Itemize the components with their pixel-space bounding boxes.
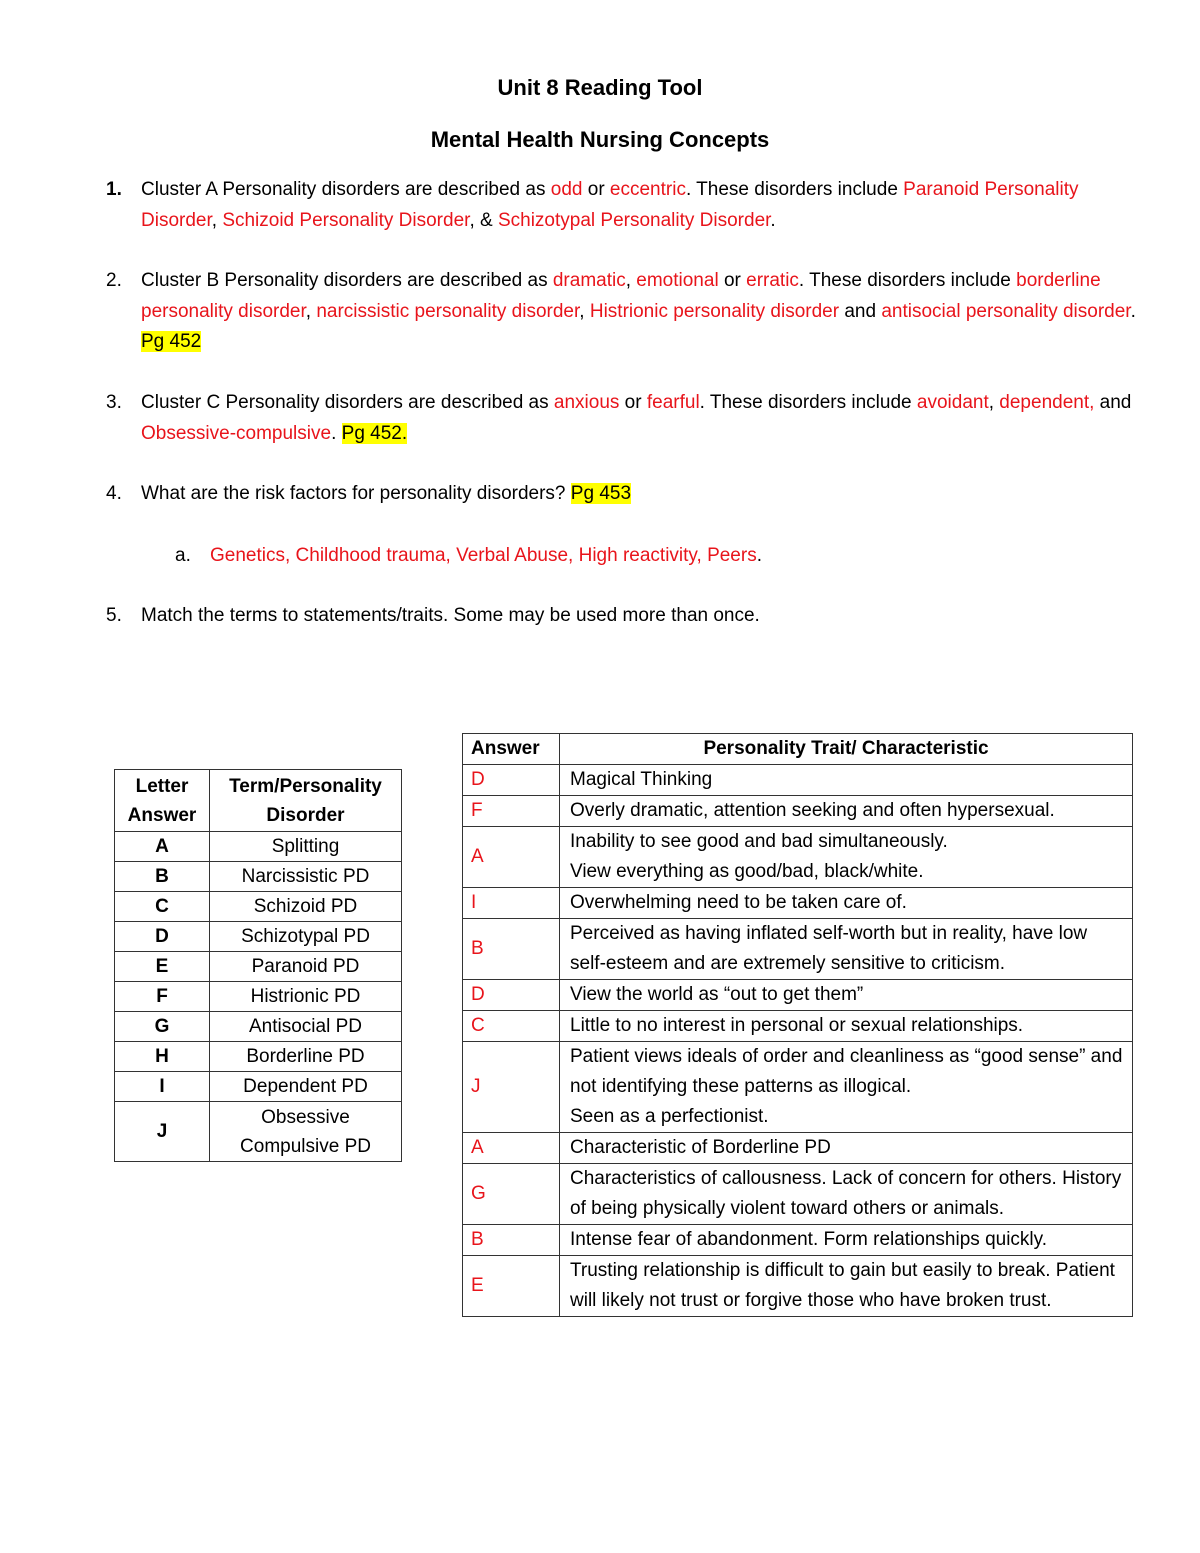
answer-text: dependent,: [999, 392, 1095, 413]
table-row: [463, 1225, 1133, 1256]
document-title: Unit 8 Reading Tool: [497, 75, 703, 100]
answer-text: borderline personality disorder: [141, 270, 1101, 322]
answer-text: dramatic: [552, 270, 626, 291]
table-row: [463, 1256, 1133, 1317]
letter-cell: H: [115, 1042, 210, 1072]
table-row: [463, 1164, 1133, 1225]
table-row: [463, 796, 1133, 827]
trait-cell: Overly dramatic, attention seeking and often hypersexual.: [560, 796, 1133, 827]
answer-text: Genetics, Childhood trauma, Verbal Abuse, High reactivity, Peers: [210, 545, 757, 566]
answer-cell: A: [463, 827, 560, 888]
letter-cell: D: [115, 922, 210, 952]
table-row: [115, 1042, 402, 1072]
terms-table: [114, 769, 402, 1162]
trait-cell: Magical Thinking: [560, 765, 1133, 796]
question-5: [106, 601, 1146, 632]
term-cell: Antisocial PD: [210, 1012, 402, 1042]
question-text: Cluster B Personality disorders are described as dramatic, emotional or erratic. These disorders include borderline personality disorder, narcissistic personality disorder, Histrionic personality disorder and antisocial personality disorder. Pg 452: [141, 270, 1136, 352]
table-row: [463, 765, 1133, 796]
question-4: [106, 479, 1146, 510]
answer-text: Paranoid Personality Disorder: [141, 179, 1079, 231]
question-number: 1.: [106, 179, 122, 200]
term-cell: Splitting: [210, 832, 402, 862]
answer-text: anxious: [553, 392, 620, 413]
trait-cell: Trusting relationship is difficult to gain but easily to break. Patient will likely not trust or forgive those who have broken trust.: [560, 1256, 1133, 1317]
question-number: 2.: [106, 270, 122, 291]
document-subtitle: Mental Health Nursing Concepts: [430, 127, 770, 152]
answer-text: odd: [550, 179, 583, 200]
answer-cell: E: [463, 1256, 560, 1317]
answer-text: narcissistic personality disorder: [316, 300, 580, 322]
question-1: [106, 175, 1146, 236]
letter-cell: J: [115, 1102, 210, 1162]
letter-cell: B: [115, 862, 210, 892]
letter-cell: A: [115, 832, 210, 862]
question-number: 4.: [106, 483, 122, 504]
question-text: What are the risk factors for personality disorders? Pg 453: [141, 483, 632, 504]
page-reference: Pg 453: [570, 483, 632, 504]
answer-cell: G: [463, 1164, 560, 1225]
answer-text: erratic: [746, 270, 799, 291]
answer-cell: A: [463, 1133, 560, 1164]
sub-item-letter: a.: [175, 545, 191, 566]
answer-text: avoidant: [916, 392, 989, 413]
term-cell: Dependent PD: [210, 1072, 402, 1102]
letter-cell: I: [115, 1072, 210, 1102]
question-number: 3.: [106, 392, 122, 413]
trait-cell: Overwhelming need to be taken care of.: [560, 888, 1133, 919]
table-row: [463, 827, 1133, 888]
table-row: [115, 1012, 402, 1042]
term-cell: Schizotypal PD: [210, 922, 402, 952]
term-header: Term/Personality Disorder: [210, 770, 402, 832]
letter-answer-header: Letter Answer: [115, 770, 210, 832]
answer-text: Schizotypal Personality Disorder: [497, 209, 771, 231]
table-row: [115, 922, 402, 952]
table-row: [463, 1042, 1133, 1133]
term-cell: Obsessive Compulsive PD: [210, 1102, 402, 1162]
table-row: [463, 919, 1133, 980]
table-header-row: [463, 734, 1133, 765]
question-2: [106, 266, 1146, 358]
letter-cell: C: [115, 892, 210, 922]
trait-header: Personality Trait/ Characteristic: [560, 734, 1133, 765]
answer-cell: D: [463, 765, 560, 796]
answer-text: eccentric: [609, 179, 686, 200]
term-cell: Paranoid PD: [210, 952, 402, 982]
question-4-answer: a. Genetics, Childhood trauma, Verbal Abuse, High reactivity, Peers.: [175, 541, 762, 571]
trait-cell: Characteristic of Borderline PD: [560, 1133, 1133, 1164]
answer-text: emotional: [636, 270, 719, 291]
answer-cell: D: [463, 980, 560, 1011]
answer-cell: I: [463, 888, 560, 919]
page-reference: Pg 452: [141, 331, 202, 352]
table-row: [115, 892, 402, 922]
table-row: [115, 1102, 402, 1162]
answer-text: Obsessive-compulsive: [141, 422, 332, 444]
question-text: Cluster A Personality disorders are described as odd or eccentric. These disorders include Paranoid Personality Disorder, Schizoid Personality Disorder, & Schizotypal Personality Disorder.: [141, 179, 1079, 231]
table-row: [463, 1133, 1133, 1164]
trait-cell: Intense fear of abandonment. Form relationships quickly.: [560, 1225, 1133, 1256]
trait-cell: View the world as “out to get them”: [560, 980, 1133, 1011]
answer-cell: B: [463, 919, 560, 980]
question-number: 5.: [106, 605, 122, 626]
letter-cell: E: [115, 952, 210, 982]
table-row: [115, 832, 402, 862]
page-reference: Pg 452.: [341, 422, 408, 444]
question-text: Cluster C Personality disorders are described as anxious or fearful. These disorders include avoidant, dependent, and Obsessive-compulsive. Pg 452.: [141, 392, 1132, 444]
trait-cell: Inability to see good and bad simultaneously. View everything as good/bad, black/white.: [560, 827, 1133, 888]
answer-text: fearful: [646, 392, 700, 413]
term-cell: Histrionic PD: [210, 982, 402, 1012]
answer-cell: F: [463, 796, 560, 827]
trait-cell: Patient views ideals of order and cleanliness as “good sense” and not identifying these patterns as illogical. Seen as a perfectionist.: [560, 1042, 1133, 1133]
question-text: Match the terms to statements/traits. Some may be used more than once.: [141, 605, 760, 626]
term-cell: Schizoid PD: [210, 892, 402, 922]
answer-cell: J: [463, 1042, 560, 1133]
answer-cell: C: [463, 1011, 560, 1042]
letter-cell: F: [115, 982, 210, 1012]
answer-text: Histrionic personality disorder: [589, 300, 840, 322]
table-row: [463, 888, 1133, 919]
table-row: [463, 980, 1133, 1011]
term-cell: Borderline PD: [210, 1042, 402, 1072]
answer-text: antisocial personality disorder: [881, 300, 1131, 322]
letter-cell: G: [115, 1012, 210, 1042]
traits-table: [462, 733, 1133, 1317]
table-row: [115, 1072, 402, 1102]
table-row: [115, 952, 402, 982]
trait-cell: Characteristics of callousness. Lack of concern for others. History of being physically violent toward others or animals.: [560, 1164, 1133, 1225]
trait-cell: Perceived as having inflated self-worth but in reality, have low self-esteem and are extremely sensitive to criticism.: [560, 919, 1133, 980]
answer-text: Schizoid Personality Disorder: [222, 209, 470, 231]
question-3: [106, 388, 1146, 449]
table-row: [463, 1011, 1133, 1042]
term-cell: Narcissistic PD: [210, 862, 402, 892]
trait-cell: Little to no interest in personal or sexual relationships.: [560, 1011, 1133, 1042]
table-row: [115, 982, 402, 1012]
answer-header: Answer: [463, 734, 560, 765]
answer-cell: B: [463, 1225, 560, 1256]
table-row: [115, 862, 402, 892]
table-header-row: [115, 770, 402, 832]
